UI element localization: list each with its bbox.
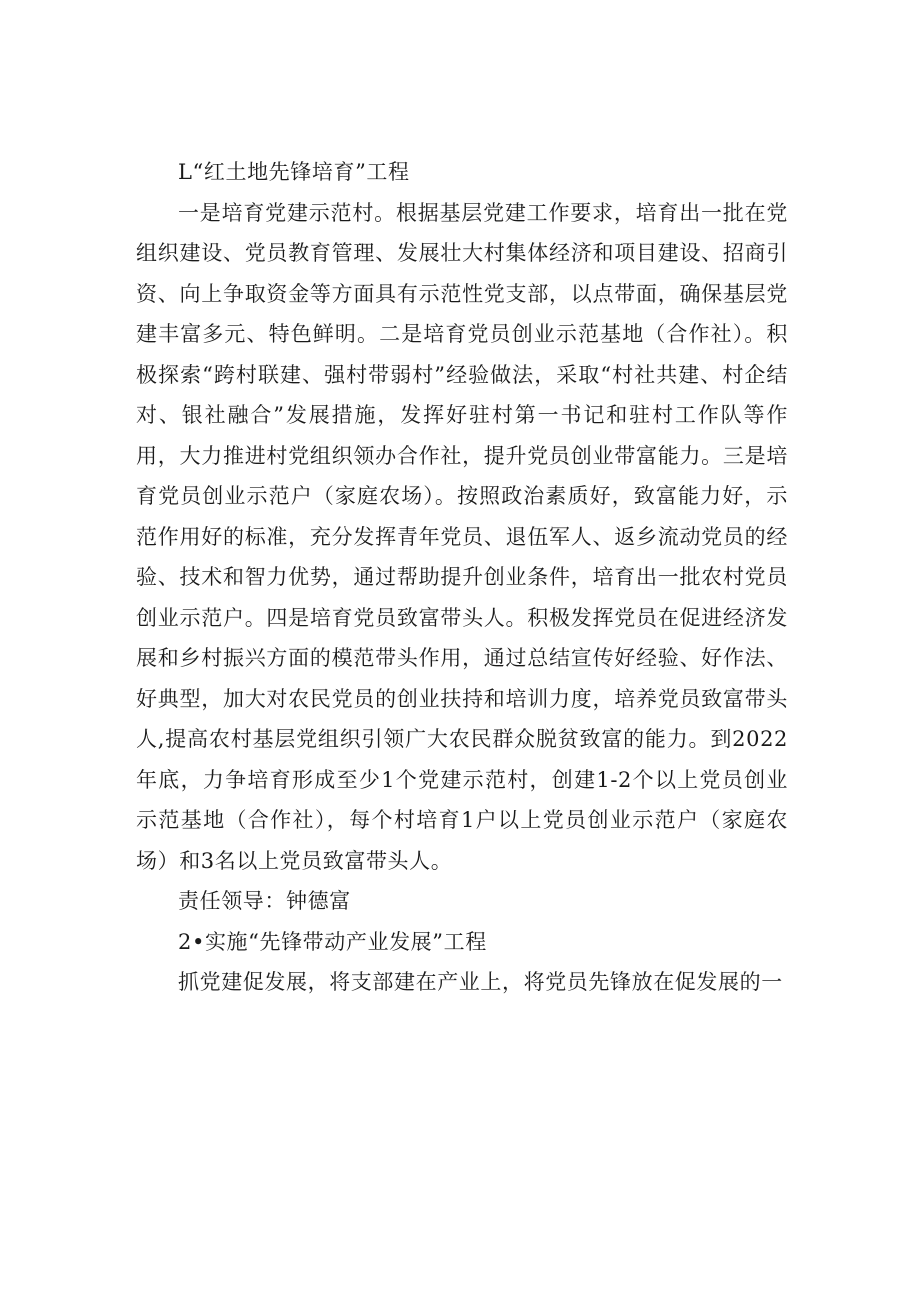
section-heading-2: 2•实施“先锋带动产业发展”工程: [178, 929, 487, 954]
responsible-leader-line: 责任领导：钟德富: [178, 889, 351, 913]
section-heading-1: L“红土地先锋培育”工程: [178, 160, 410, 184]
body-paragraph-2: 抓党建促发展，将支部建在产业上，将党员先锋放在促发展的一: [178, 970, 783, 994]
document-body: [136, 152, 788, 1003]
body-paragraph-1: 一是培育党建示范村。根据基层党建工作要求，培育出一批在党组织建设、党员教育管理、发展壮大村集体经济和项目建设、招商引资、向上争取资金等方面具有示范性党支部，以点带面，确保基层党建丰富多元、特色鲜明。二是培育党员创业示范基地（合作社）。积极探索“跨村联建、强村带弱村”经验做法，采取“村社共建、村企结对、银社融合”发展措施，发挥好驻村第一书记和驻村工作队等作用，大力推进村党组织领办合作社，提升党员创业带富能力。三是培育党员创业示范户（家庭农场）。按照政治素质好，致富能力好，示范作用好的标准，充分发挥青年党员、退伍军人、返乡流动党员的经验、技术和智力优势，通过帮助提升创业条件，培育出一批农村党员创业示范户。四是培育党员致富带头人。积极发挥党员在促进经济发展和乡村振兴方面的模范带头作用，通过总结宣传好经验、好作法、好典型，加大对农民党员的创业扶持和培训力度，培养党员致富带头人,提高农村基层党组织引领广大农民群众脱贫致富的能力。到2022年底，力争培育形成至少1个党建示范村，创建1-2个以上党员创业示范基地（合作社），每个村培育1户以上党员创业示范户（家庭农场）和3名以上党员致富带头人。: [136, 200, 788, 873]
